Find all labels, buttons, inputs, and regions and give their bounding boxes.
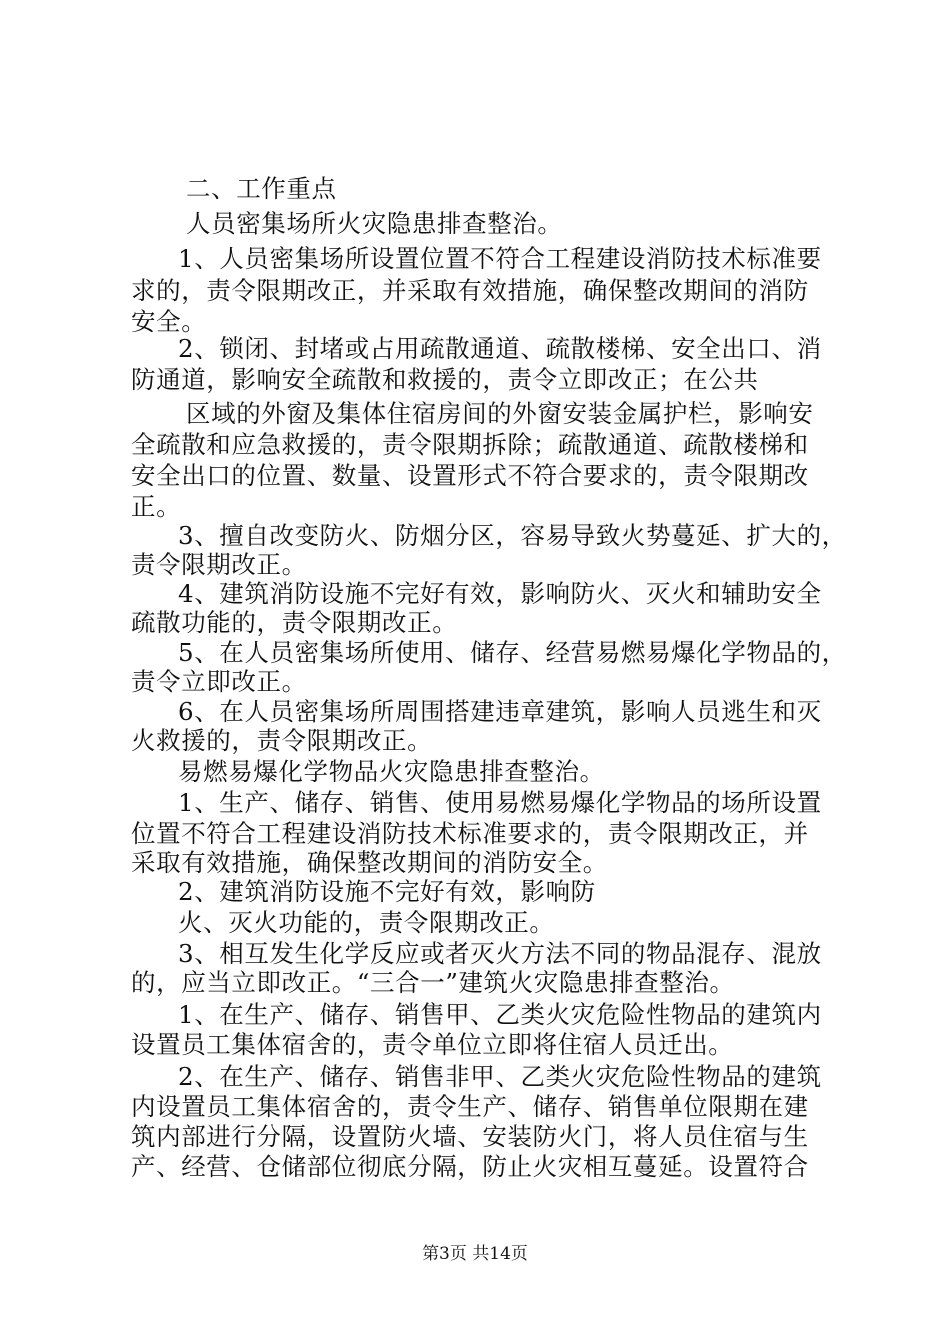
paragraph-line: 内设置员工集体宿舍的，责令生产、储存、销售单位限期在建 [131,1092,809,1121]
paragraph-line: 疏散功能的，责令限期改正。 [131,608,458,637]
paragraph-line: 采取有效措施，确保整改期间的消防安全。 [131,848,608,877]
paragraph-line: 火救援的，责令限期改正。 [131,726,433,755]
paragraph-line: 全疏散和应急救援的，责令限期拆除；疏散通道、疏散楼梯和 [131,430,809,459]
page-footer: 第3页 共14页 [422,1244,528,1264]
paragraph-line: 位置不符合工程建设消防技术标准要求的，责令限期改正，并 [131,819,809,848]
paragraph-line: 责令立即改正。 [131,667,307,696]
paragraph-line: 5、在人员密集场所使用、储存、经营易燃易爆化学物品的， [178,638,847,667]
paragraph-line: 区域的外窗及集体住宿房间的外窗安装金属护栏，影响安 [186,399,814,428]
paragraph-line: 安全出口的位置、数量、设置形式不符合要求的，责令限期改 [131,461,809,490]
subsection-heading: 易燃易爆化学物品火灾隐患排查整治。 [178,757,605,786]
paragraph-line: 3、相互发生化学反应或者灭火方法不同的物品混存、混放 [178,939,822,968]
paragraph-line: 产、经营、仓储部位彻底分隔，防止火灾相互蔓延。设置符合 [131,1152,809,1181]
section-heading: 二、工作重点 [186,174,337,203]
paragraph-line: 1、人员密集场所设置位置不符合工程建设消防技术标准要 [178,244,822,273]
paragraph-line: 1、在生产、储存、销售甲、乙类火灾危险性物品的建筑内 [178,1000,822,1029]
paragraph-line: 防通道，影响安全疏散和救援的，责令立即改正；在公共 [131,365,759,394]
subsection-heading: 人员密集场所火灾隐患排查整治。 [186,209,563,238]
paragraph-line: 安全。 [131,307,207,336]
paragraph-line: 求的，责令限期改正，并采取有效措施，确保整改期间的消防 [131,276,809,305]
paragraph-line: 2、锁闭、封堵或占用疏散通道、疏散楼梯、安全出口、消 [178,334,822,363]
paragraph-line: 3、擅自改变防火、防烟分区，容易导致火势蔓延、扩大的， [178,521,847,550]
paragraph-line: 火、灭火功能的，责令限期改正。 [178,908,555,937]
paragraph-line: 6、在人员密集场所周围搭建违章建筑，影响人员逃生和灭 [178,697,822,726]
paragraph-line: 1、生产、储存、销售、使用易燃易爆化学物品的场所设置 [178,788,822,817]
paragraph-line: 筑内部进行分隔，设置防火墙、安装防火门，将人员住宿与生 [131,1122,809,1151]
paragraph-line: 责令限期改正。 [131,550,307,579]
paragraph-line: 2、建筑消防设施不完好有效，影响防 [178,877,596,906]
paragraph-line: 的，应当立即改正。“三合一”建筑火灾隐患排查整治。 [131,968,735,997]
paragraph-line: 2、在生产、储存、销售非甲、乙类火灾危险性物品的建筑 [178,1062,822,1091]
paragraph-line: 4、建筑消防设施不完好有效，影响防火、灭火和辅助安全 [178,579,822,608]
paragraph-line: 设置员工集体宿舍的，责令单位立即将住宿人员迁出。 [131,1030,734,1059]
paragraph-line: 正。 [131,492,182,521]
